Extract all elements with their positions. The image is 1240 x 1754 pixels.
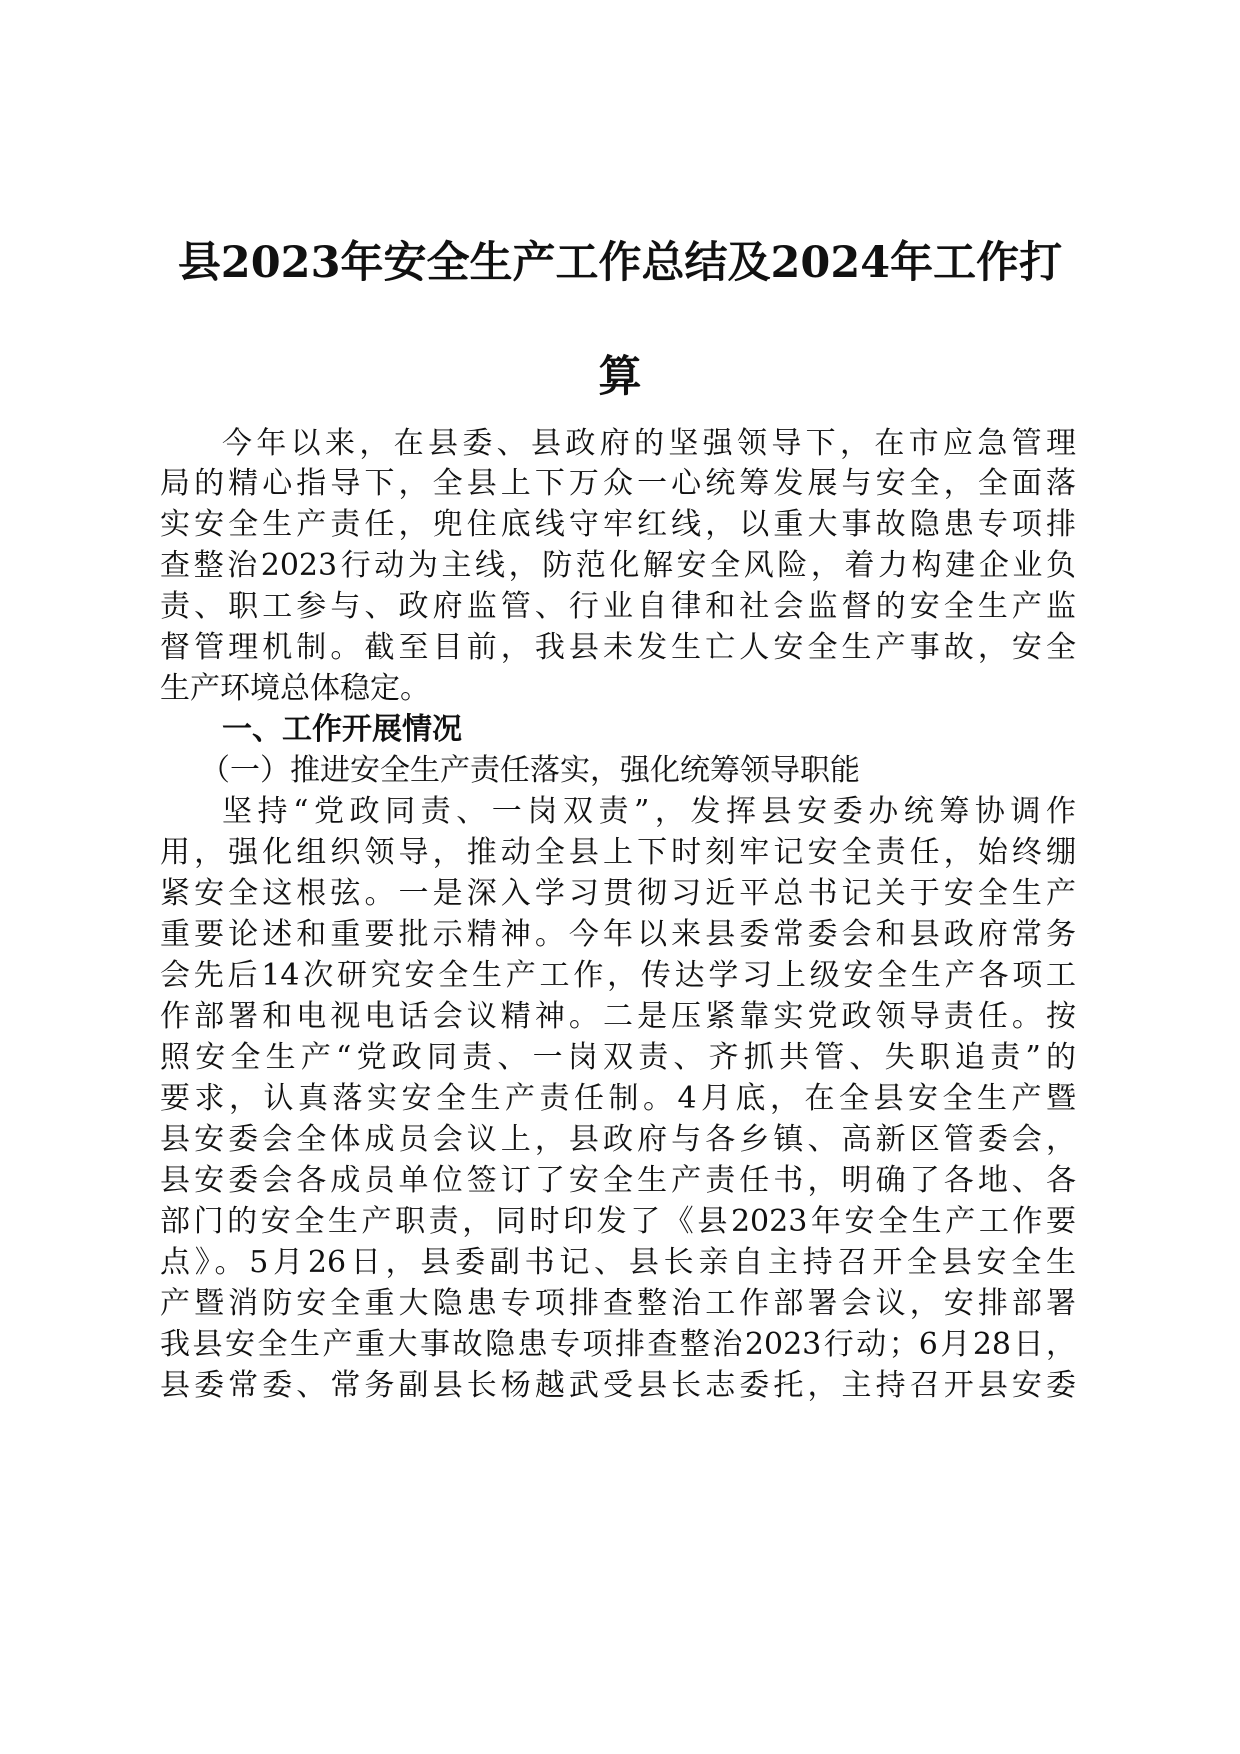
intro-line: 生产环境总体稳定。 bbox=[160, 671, 430, 706]
paragraph-line: 县安委会全体成员会议上，县政府与各乡镇、高新区管委会， bbox=[160, 1122, 1076, 1157]
intro-line: 实安全生产责任，兜住底线守牢红线，以重大事故隐患专项排 bbox=[160, 507, 1076, 542]
paragraph-line: 紧安全这根弦。一是深入学习贯彻习近平总书记关于安全生产 bbox=[160, 876, 1076, 911]
intro-line: 督管理机制。截至目前，我县未发生亡人安全生产事故，安全 bbox=[160, 630, 1076, 665]
paragraph-line: 我县安全生产重大事故隐患专项排查整治2023行动；6月28日， bbox=[160, 1327, 1076, 1362]
paragraph-line: 作部署和电视电话会议精神。二是压紧靠实党政领导责任。按 bbox=[160, 999, 1076, 1034]
intro-line: 今年以来，在县委、县政府的坚强领导下，在市应急管理 bbox=[222, 426, 1076, 461]
paragraph-line: 产暨消防安全重大隐患专项排查整治工作部署会议，安排部署 bbox=[160, 1286, 1076, 1321]
paragraph-line: 坚持“党政同责、一岗双责”，发挥县安委办统筹协调作 bbox=[222, 794, 1076, 829]
intro-line: 查整治2023行动为主线，防范化解安全风险，着力构建企业负 bbox=[160, 548, 1076, 583]
paragraph-line: 照安全生产“党政同责、一岗双责、齐抓共管、失职追责”的 bbox=[160, 1040, 1076, 1075]
paragraph-line: 要求，认真落实安全生产责任制。4月底，在全县安全生产暨 bbox=[160, 1081, 1076, 1116]
document-title-line-1: 县2023年安全生产工作总结及2024年工作打 bbox=[177, 238, 1063, 288]
paragraph-line: 重要论述和重要批示精神。今年以来县委常委会和县政府常务 bbox=[160, 917, 1076, 952]
document-title-line-2: 算 bbox=[598, 352, 642, 402]
intro-line: 局的精心指导下，全县上下万众一心统筹发展与安全，全面落 bbox=[160, 466, 1076, 501]
paragraph-line: 县安委会各成员单位签订了安全生产责任书，明确了各地、各 bbox=[160, 1163, 1076, 1198]
subsection-heading: （一）推进安全生产责任落实，强化统筹领导职能 bbox=[200, 753, 860, 788]
section-heading: 一、工作开展情况 bbox=[222, 712, 462, 747]
paragraph-line: 会先后14次研究安全生产工作，传达学习上级安全生产各项工 bbox=[160, 958, 1076, 993]
paragraph-line: 点》。5月26日，县委副书记、县长亲自主持召开全县安全生 bbox=[160, 1245, 1076, 1280]
paragraph-line: 部门的安全生产职责，同时印发了《县2023年安全生产工作要 bbox=[160, 1204, 1076, 1239]
intro-line: 责、职工参与、政府监管、行业自律和社会监督的安全生产监 bbox=[160, 589, 1076, 624]
paragraph-line: 用，强化组织领导，推动全县上下时刻牢记安全责任，始终绷 bbox=[160, 835, 1076, 870]
paragraph-line: 县委常委、常务副县长杨越武受县长志委托，主持召开县安委 bbox=[160, 1368, 1076, 1403]
